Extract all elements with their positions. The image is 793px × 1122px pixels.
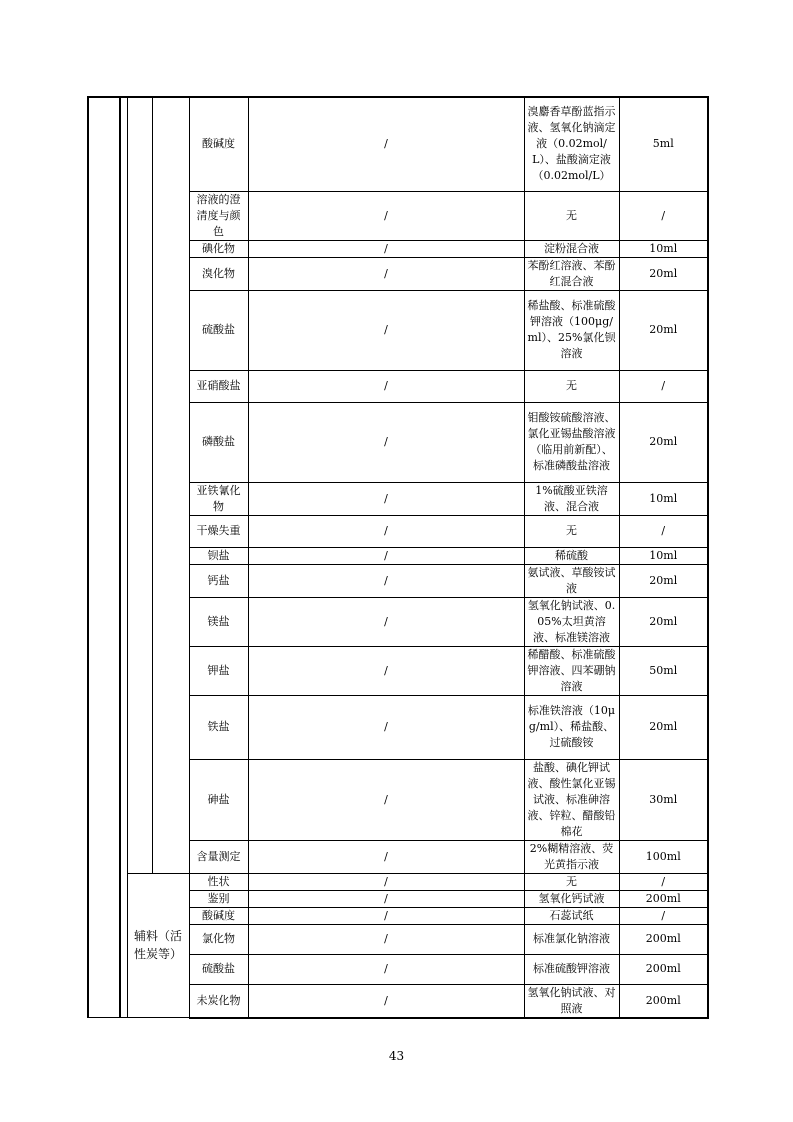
test-item-cell: 镁盐 [189,597,248,646]
test-item-cell: 酸碱度 [189,97,248,191]
reagent-cell: 淀粉混合液 [524,240,619,257]
amount-cell: 20ml [619,402,708,482]
test-item-cell: 磷酸盐 [189,402,248,482]
method-cell: / [248,890,524,907]
amount-cell: 200ml [619,984,708,1018]
test-item-cell: 钡盐 [189,547,248,564]
test-item-cell: 酸碱度 [189,907,248,924]
test-reagent-table [87,96,709,1019]
reagent-cell: 无 [524,370,619,402]
reagent-cell: 标准氯化钠溶液 [524,924,619,954]
amount-cell: 5ml [619,97,708,191]
test-item-cell: 铁盐 [189,695,248,759]
amount-cell: / [619,191,708,240]
reagent-cell: 无 [524,515,619,547]
test-item-cell: 性状 [189,873,248,890]
test-item-cell: 含量测定 [189,840,248,873]
method-cell: / [248,759,524,840]
method-cell: / [248,954,524,984]
reagent-cell: 稀硫酸 [524,547,619,564]
reagent-cell: 氢氧化钙试液 [524,890,619,907]
reagent-cell: 标准铁溶液（10μg/ml）、稀盐酸、过硫酸铵 [524,695,619,759]
method-cell: / [248,873,524,890]
amount-cell: / [619,907,708,924]
table-body [88,97,708,1018]
method-cell: / [248,482,524,515]
test-item-cell: 亚硝酸盐 [189,370,248,402]
test-item-cell: 砷盐 [189,759,248,840]
method-cell: / [248,257,524,290]
amount-cell: / [619,515,708,547]
amount-cell: 20ml [619,290,708,370]
amount-cell: 20ml [619,257,708,290]
sub-category-cell [127,97,152,873]
reagent-cell: 溴麝香草酚蓝指示液、氢氧化钠滴定液（0.02mol/L）、盐酸滴定液（0.02mol/L） [524,97,619,191]
reagent-cell: 盐酸、碘化钾试液、酸性氯化亚锡试液、标准砷溶液、锌粒、醋酸铅棉花 [524,759,619,840]
method-cell: / [248,646,524,695]
test-item-cell: 钾盐 [189,646,248,695]
reagent-cell: 苯酚红溶液、苯酚红混合液 [524,257,619,290]
reagent-cell: 稀盐酸、标准硫酸钾溶液（100μg/ml）、25%氯化钡溶液 [524,290,619,370]
method-cell: / [248,402,524,482]
amount-cell: 100ml [619,840,708,873]
sub-group-cell [152,97,189,873]
category-cell [88,97,120,1018]
test-item-cell: 硫酸盐 [189,290,248,370]
reagent-cell: 钼酸铵硫酸溶液、氯化亚锡盐酸溶液（临用前新配）、标准磷酸盐溶液 [524,402,619,482]
test-item-cell: 干燥失重 [189,515,248,547]
method-cell: / [248,984,524,1018]
amount-cell: 200ml [619,924,708,954]
reagent-cell: 氨试液、草酸铵试液 [524,564,619,597]
test-item-cell: 碘化物 [189,240,248,257]
test-item-cell: 氯化物 [189,924,248,954]
method-cell: / [248,370,524,402]
method-cell: / [248,597,524,646]
reagent-cell: 石蕊试纸 [524,907,619,924]
group-label-cell: 辅料（活性炭等） [127,873,189,1018]
amount-cell: 20ml [619,695,708,759]
test-item-cell: 钙盐 [189,564,248,597]
amount-cell: 10ml [619,482,708,515]
method-cell: / [248,547,524,564]
method-cell: / [248,840,524,873]
test-item-cell: 亚铁氰化物 [189,482,248,515]
method-cell: / [248,191,524,240]
reagent-cell: 稀醋酸、标准硫酸钾溶液、四苯硼钠溶液 [524,646,619,695]
reagent-cell: 无 [524,873,619,890]
table-row [88,97,708,191]
reagent-cell: 1%硫酸亚铁溶液、混合液 [524,482,619,515]
page-number: 43 [388,1049,405,1063]
amount-cell: / [619,370,708,402]
method-cell: / [248,907,524,924]
amount-cell: 20ml [619,597,708,646]
reagent-cell: 无 [524,191,619,240]
amount-cell: 30ml [619,759,708,840]
amount-cell: 200ml [619,890,708,907]
test-item-cell: 硫酸盐 [189,954,248,984]
spacer-cell [120,97,127,1018]
amount-cell: 20ml [619,564,708,597]
test-item-cell: 溶液的澄清度与颜色 [189,191,248,240]
amount-cell: / [619,873,708,890]
amount-cell: 10ml [619,240,708,257]
amount-cell: 10ml [619,547,708,564]
method-cell: / [248,924,524,954]
method-cell: / [248,290,524,370]
method-cell: / [248,97,524,191]
reagent-cell: 标准硫酸钾溶液 [524,954,619,984]
amount-cell: 50ml [619,646,708,695]
test-item-cell: 鉴别 [189,890,248,907]
test-item-cell: 溴化物 [189,257,248,290]
test-item-cell: 未炭化物 [189,984,248,1018]
reagent-cell: 2%糊精溶液、荧光黄指示液 [524,840,619,873]
table-row [88,873,708,890]
method-cell: / [248,564,524,597]
method-cell: / [248,695,524,759]
method-cell: / [248,515,524,547]
method-cell: / [248,240,524,257]
reagent-cell: 氢氧化钠试液、0.05%太坦黄溶液、标准镁溶液 [524,597,619,646]
reagent-cell: 氢氧化钠试液、对照液 [524,984,619,1018]
amount-cell: 200ml [619,954,708,984]
